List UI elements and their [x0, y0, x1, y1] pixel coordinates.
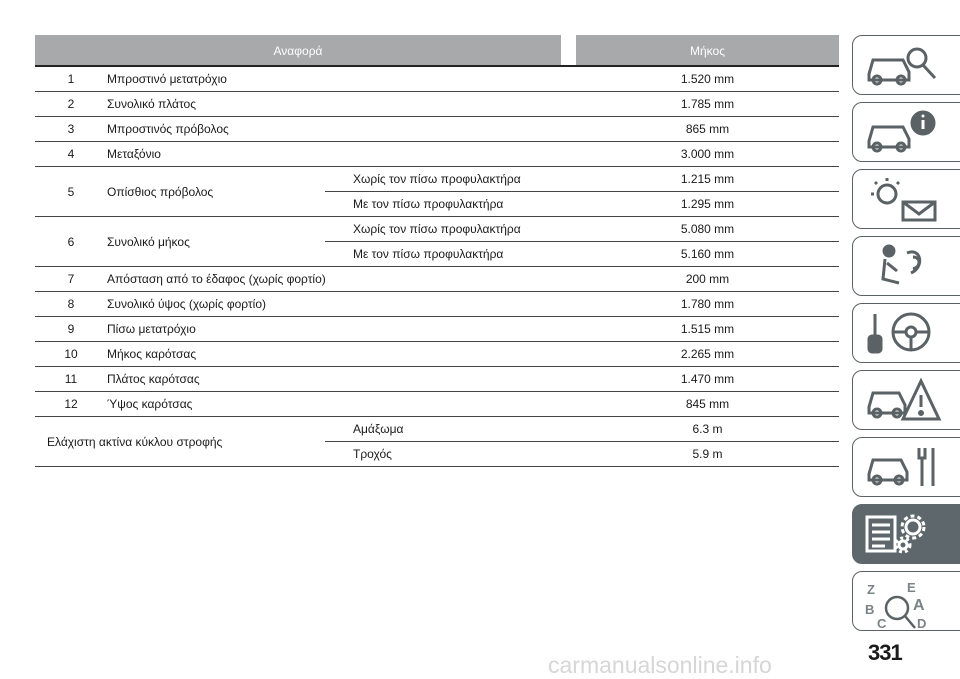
row-number: 8 [67, 297, 75, 311]
tab-starting-driving[interactable] [852, 303, 960, 363]
tab-emergency[interactable] [852, 370, 960, 430]
seat-airbag-icon [863, 243, 943, 289]
sub-value: 5.160 mm [680, 247, 735, 261]
row-value: 1.785 mm [680, 97, 735, 111]
row-number: 6 [67, 234, 75, 249]
row-label: Πίσω μετατρόχιο [107, 322, 196, 336]
row-label: Οπίσθιος πρόβολος [107, 184, 214, 199]
table-row [35, 367, 839, 392]
sub-row [325, 167, 839, 192]
row-label: Μήκος καρότσας [107, 347, 197, 361]
row-value: 3.000 mm [680, 147, 735, 161]
sub-value: 6.3 m [692, 422, 723, 436]
svg-text:C: C [877, 616, 887, 631]
sub-value: 5.080 mm [680, 222, 735, 236]
tab-safety[interactable] [852, 236, 960, 296]
table-row [35, 392, 839, 417]
table-row [35, 342, 839, 367]
tab-technical-specifications[interactable] [852, 504, 960, 564]
row-number: 10 [64, 347, 78, 361]
sub-condition: Τροχός [353, 447, 392, 461]
tab-warning-lights[interactable] [852, 169, 960, 229]
table-row [35, 142, 839, 167]
row-label: Μπροστινός πρόβολος [107, 122, 229, 136]
table-row [35, 167, 839, 217]
row-number: 12 [64, 397, 78, 411]
row-label: Συνολικό ύψος (χωρίς φορτίο) [107, 297, 266, 311]
row-number: 9 [67, 322, 75, 336]
car-wrench-icon [863, 444, 943, 490]
sub-row [325, 217, 839, 242]
warning-light-mail-icon [863, 176, 943, 222]
spec-list-gears-icon [863, 511, 943, 557]
car-search-icon [863, 42, 943, 88]
tab-index[interactable] [852, 571, 960, 631]
sub-value: 1.295 mm [680, 197, 735, 211]
sub-condition: Με τον πίσω προφυλακτήρα [353, 197, 504, 211]
sub-condition: Χωρίς τον πίσω προφυλακτήρα [353, 172, 521, 186]
row-number: 4 [67, 147, 75, 161]
sub-value: 1.215 mm [680, 172, 735, 186]
row-label: Συνολικό μήκος [107, 234, 190, 249]
svg-text:Z: Z [867, 582, 875, 597]
sub-condition: Χωρίς τον πίσω προφυλακτήρα [353, 222, 521, 236]
svg-text:A: A [913, 597, 925, 614]
row-label: Ύψος καρότσας [107, 397, 193, 411]
row-value: 845 mm [685, 397, 730, 411]
row-label: Μπροστινό μετατρόχιο [107, 72, 227, 86]
table-row [35, 217, 839, 267]
car-warning-triangle-icon [863, 377, 943, 423]
key-steering-wheel-icon [863, 310, 943, 356]
row-number: 3 [67, 122, 75, 136]
table-row [35, 292, 839, 317]
sub-condition: Αμάξωμα [353, 422, 404, 436]
row-label: Ελάχιστη ακτίνα κύκλου στροφής [47, 434, 223, 449]
row-number: 5 [67, 184, 75, 199]
table-row [35, 117, 839, 142]
sub-value: 5.9 m [692, 447, 723, 461]
sub-row [325, 192, 839, 216]
row-label: Μεταξόνιο [107, 147, 161, 161]
sub-condition: Με τον πίσω προφυλακτήρα [353, 247, 504, 261]
header-reference: Αναφορά [35, 35, 561, 67]
table-row [35, 317, 839, 342]
row-label: Συνολικό πλάτος [107, 97, 197, 111]
header-length: Μήκος [576, 35, 839, 67]
row-value: 1.515 mm [680, 322, 735, 336]
dimensions-table [35, 35, 839, 467]
row-number: 1 [67, 72, 75, 86]
table-header [35, 35, 839, 67]
table-row [35, 267, 839, 292]
row-number: 2 [67, 97, 75, 111]
table-row [35, 67, 839, 92]
row-number: 11 [64, 372, 78, 386]
row-label: Πλάτος καρότσας [107, 372, 200, 386]
row-value: 2.265 mm [680, 347, 735, 361]
turning-radius-row [35, 417, 839, 467]
row-value: 1.780 mm [680, 297, 735, 311]
row-number: 7 [67, 272, 75, 286]
sub-row [325, 417, 839, 442]
row-value: 1.520 mm [680, 72, 735, 86]
svg-text:D: D [917, 616, 927, 631]
tab-car-search[interactable] [852, 35, 960, 95]
row-value: 1.470 mm [680, 372, 735, 386]
svg-text:E: E [907, 580, 916, 595]
table-row [35, 92, 839, 117]
row-value: 865 mm [685, 122, 730, 136]
sub-row [325, 242, 839, 266]
car-info-icon [863, 109, 943, 155]
watermark: carmanualsonline.info [548, 652, 772, 678]
tab-maintenance[interactable] [852, 437, 960, 497]
row-label: Απόσταση από το έδαφος (χωρίς φορτίο) [107, 272, 326, 286]
row-value: 200 mm [685, 272, 730, 286]
page-number: 331 [868, 640, 902, 665]
alphabet-index-icon [863, 578, 943, 638]
svg-text:B: B [865, 602, 875, 617]
tab-car-info[interactable] [852, 102, 960, 162]
sub-row [325, 442, 839, 466]
